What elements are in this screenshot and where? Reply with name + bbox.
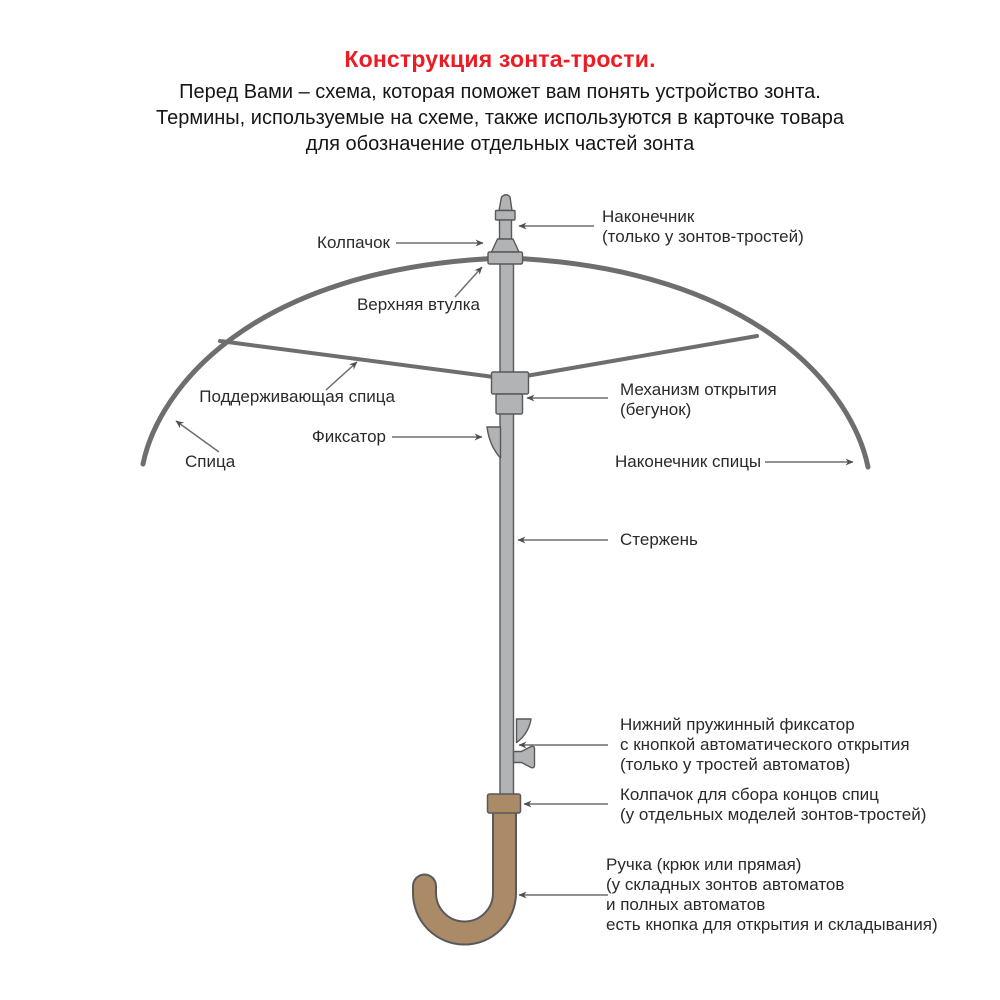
subtitle-line: для обозначение отдельных частей зонта — [305, 133, 695, 155]
label-nakonechnik: Наконечник (только у зонтов-тростей) — [602, 207, 804, 246]
label-nakonechnik-spitsy: Наконечник спицы — [615, 452, 762, 471]
ferrule-tip — [499, 195, 512, 211]
label-verkhnyaya-vtulka: Верхняя втулка — [356, 295, 480, 314]
label-sterzhen: Стержень — [620, 530, 698, 549]
runner-bottom — [496, 394, 523, 414]
collar-cap — [488, 794, 521, 813]
canopy-rib-right — [507, 258, 868, 467]
support-spoke-left — [220, 341, 494, 377]
ferrule-neck — [500, 220, 512, 239]
label-kolpachok: Колпачок — [317, 233, 390, 252]
arrow-verkhnyaya-vtulka — [455, 267, 482, 297]
subtitle-line: Перед Вами – схема, которая поможет вам понять устройство зонта. — [179, 81, 821, 103]
subtitle-line: Термины, используемые на схеме, также используются в карточке товара — [156, 107, 844, 129]
support-spoke-right — [520, 336, 757, 377]
arrow-podderzhivayushchaya-spitsa — [326, 362, 357, 390]
top-cap — [492, 239, 520, 252]
runner-top — [492, 372, 529, 394]
label-ruchka: Ручка (крюк или прямая) (у складных зонтов автоматов и полных автоматов есть кнопка для открытия и складывания) — [606, 855, 938, 934]
label-nizhniy-fiksator: Нижний пружинный фиксатор с кнопкой автоматического открытия (только у тростей автоматов) — [620, 715, 910, 774]
label-kolpachok-sbora: Колпачок для сбора концов спиц (у отдельных моделей зонтов-тростей) — [620, 785, 927, 824]
label-spitsa: Спица — [185, 452, 236, 471]
label-podderzhivayushchaya-spitsa: Поддерживающая спица — [199, 387, 395, 406]
shaft — [500, 261, 514, 797]
arrow-spitsa — [176, 421, 219, 452]
page-title: Конструкция зонта-трости. — [344, 46, 656, 72]
top-hub — [488, 252, 523, 264]
ferrule-block — [496, 211, 516, 221]
label-mekhanizm-otkrytiya: Механизм открытия (бегунок) — [620, 380, 777, 419]
label-fiksator: Фиксатор — [311, 427, 386, 446]
upper-spring-clip — [487, 427, 501, 458]
lower-spring-clip — [517, 719, 532, 743]
auto-open-button — [514, 746, 535, 768]
